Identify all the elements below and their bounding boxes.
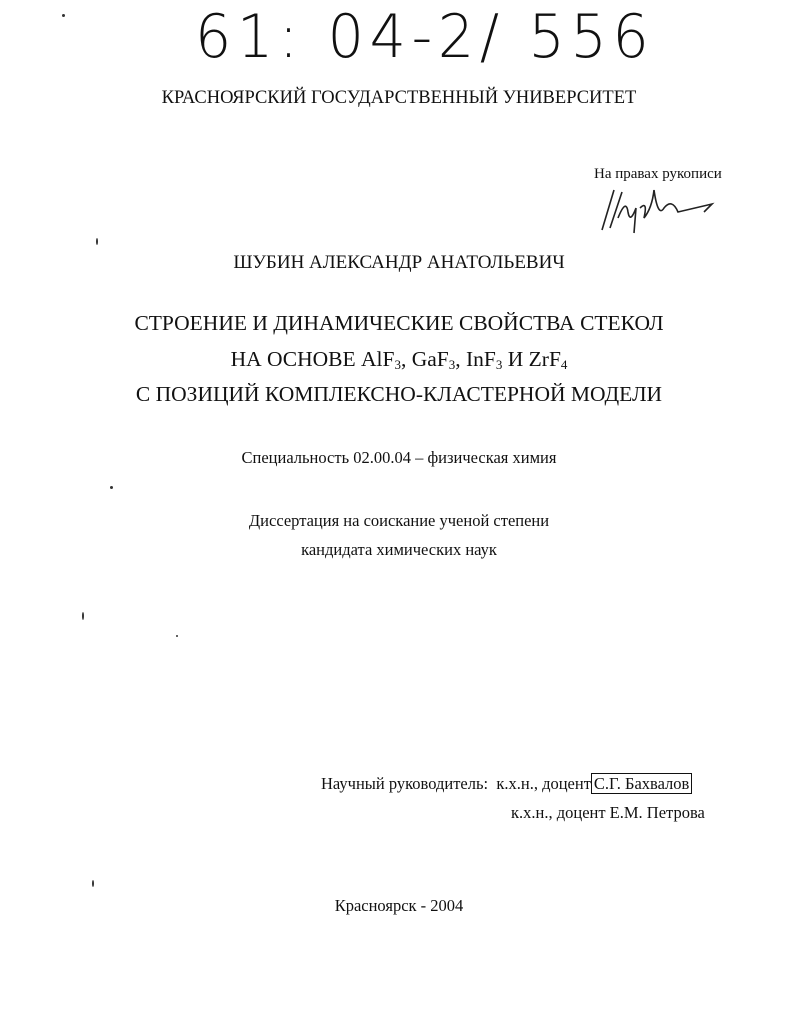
supervisor-degree: к.х.н., доцент [496,774,591,793]
dissertation-line-1: Диссертация на соискание ученой степени [248,511,550,530]
author-signature [592,178,722,238]
title-text: , InF [455,347,496,371]
supervisor-label: Научный руководитель: [321,774,489,793]
manuscript-rights-note: На правах рукописи [594,166,722,182]
scan-speck [62,14,65,17]
scan-speck [110,486,113,489]
scan-speck [96,238,98,245]
title-line-2 [0,347,798,372]
handwritten-archive-number: 61: 04-2/ 556 [195,2,655,72]
title-line-3: С ПОЗИЦИЙ КОМПЛЕКСНО-КЛАСТЕРНОЙ МОДЕЛИ [135,382,663,406]
scan-speck [176,635,178,637]
subscript: 3 [495,357,503,372]
subscript: 3 [394,357,401,372]
title-line-1: СТРОЕНИЕ И ДИНАМИЧЕСКИЕ СВОЙСТВА СТЕКОЛ [134,311,664,335]
subscript: 4 [560,357,568,372]
specialty: Специальность 02.00.04 – физическая химия [241,448,557,467]
scan-speck [92,880,94,887]
title-text: НА ОСНОВЕ AlF [230,347,395,371]
city-year: Красноярск - 2004 [334,896,464,915]
title-text: , GaF [400,347,449,371]
second-supervisor: к.х.н., доцент Е.М. Петрова [511,803,705,822]
scan-speck [82,612,84,620]
title-text: И ZrF [502,347,561,371]
dissertation-line-2: кандидата химических наук [301,540,497,559]
supervisor-name-boxed: С.Г. Бахвалов [591,773,692,794]
university-name: КРАСНОЯРСКИЙ ГОСУДАРСТВЕННЫЙ УНИВЕРСИТЕТ [161,88,637,108]
author-name: ШУБИН АЛЕКСАНДР АНАТОЛЬЕВИЧ [233,252,565,273]
subscript: 3 [448,357,456,372]
supervisor-line [321,774,692,794]
